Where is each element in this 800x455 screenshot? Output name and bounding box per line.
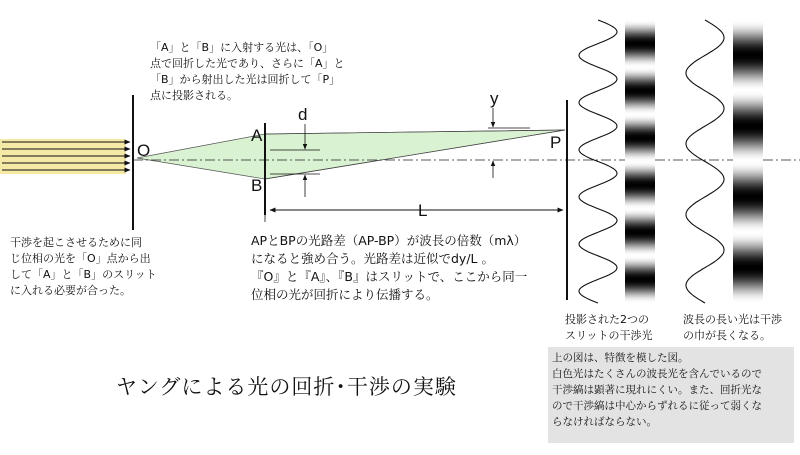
- label-y: y: [490, 89, 499, 108]
- projected-fringe-strip: [625, 20, 655, 303]
- light-path-region: [137, 130, 565, 179]
- projected-intensity-wave: [579, 20, 617, 303]
- center-annotation: APとBPの光路差（AP-BP）が波長の倍数（mλ） になると強め合う。光路差は近似でdy/L 。 『O』と『A』、『B』はスリットで、ここから同一 位相の光が回折により伝播する。: [251, 233, 528, 302]
- projected-caption: 投影された2つの スリットの干渉光: [565, 313, 653, 342]
- long-wave-fringe-strip: [733, 20, 763, 303]
- label-B: B: [251, 176, 263, 195]
- y-dimension: [488, 108, 530, 178]
- label-d: d: [298, 105, 308, 124]
- long-wave-caption: 波長の長い光は干渉 の巾が長くなる。: [683, 313, 782, 342]
- label-O: O: [137, 141, 151, 160]
- incoming-light-rays: [0, 139, 130, 174]
- label-P: P: [550, 133, 562, 152]
- L-dimension: [265, 195, 563, 222]
- left-annotation: 干渉を起こさせるために同 じ位相の光を「O」点から出 して「A」と「B」のスリット に入れる必要が合った。: [10, 236, 157, 297]
- label-A: A: [251, 126, 263, 145]
- explanation-note: 上の図は、特徴を模した図。 白色光はたくさんの波長光を含んでいるので 干渉縞は顕著に現れにくい。また、回折光な ので干渉縞は中心からずれるに従って弱くな らなければならない。: [548, 347, 794, 443]
- long-wave-intensity-wave: [686, 20, 724, 303]
- incoming-light-band: [0, 139, 126, 174]
- label-L: L: [418, 201, 428, 220]
- top-annotation: 「A」と「B」に入射する光は、「O」 点で回折した光であり、さらに「A」と 「B」から射出した光は回折して「P」 点に投影される。: [150, 41, 345, 102]
- diagram-title: ヤングによる光の回折･干渉の実験: [116, 375, 457, 399]
